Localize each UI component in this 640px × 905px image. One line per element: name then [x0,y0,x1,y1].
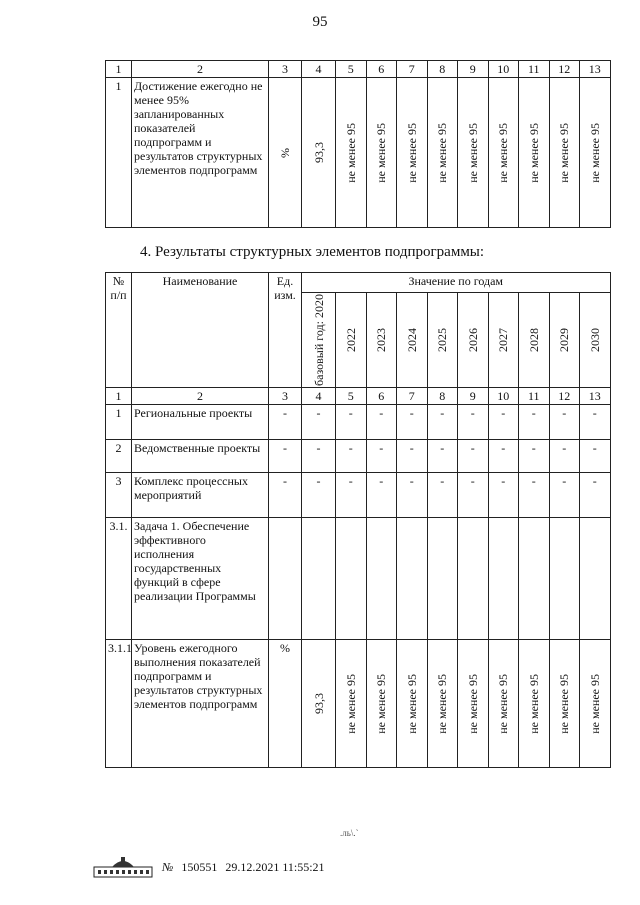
row-cell [427,517,458,639]
column-number: 10 [488,61,519,78]
registration-stamp [92,855,325,879]
year-header [580,293,611,388]
header-unit: Ед. изм. [269,273,302,388]
row-num: 3.1.1 [106,639,132,767]
row-value-text: не менее 95 [435,122,450,183]
year-header [336,293,367,388]
row-value-text: не менее 95 [404,122,419,183]
row-cell: - [549,404,580,439]
row-cell [488,517,519,639]
row-cell: - [519,439,550,472]
row-value [519,78,550,228]
header-row [106,273,611,293]
column-number: 3 [269,61,302,78]
row-cell [397,517,428,639]
row-cell [519,517,550,639]
row-name: Ведомственные проекты [132,439,269,472]
row-cell: - [366,404,397,439]
row-cell: - [302,439,336,472]
doc-number: 150551 [181,859,218,874]
row-name: Комплекс процессных мероприятий [132,472,269,517]
row-value [488,78,519,228]
table-row [106,78,611,228]
column-number-row [106,61,611,78]
year-header-text: 2030 [587,327,602,352]
table-row [106,472,611,517]
row-value [549,78,580,228]
row-cell: - [427,404,458,439]
column-number: 7 [397,61,428,78]
column-number: 12 [549,61,580,78]
year-header-text: 2024 [404,327,419,352]
column-number: 11 [519,61,550,78]
row-cell-text: не менее 95 [557,673,572,734]
column-number: 1 [106,61,132,78]
year-header [488,293,519,388]
row-cell [269,517,302,639]
year-header [366,293,397,388]
row-cell-text: не менее 95 [374,673,389,734]
row-value-text: не менее 95 [557,122,572,183]
row-cell: - [397,404,428,439]
column-number-row [106,387,611,404]
year-header-text: 2026 [465,327,480,352]
row-cell [336,639,367,767]
row-cell: - [549,439,580,472]
row-value-text: не менее 95 [343,122,358,183]
column-number: 5 [336,387,367,404]
row-cell: - [488,439,519,472]
column-number: 3 [269,387,302,404]
section-title: 4. Результаты структурных элементов подпрограммы: [140,244,485,260]
column-number: 9 [458,61,489,78]
row-cell: - [336,404,367,439]
row-value [427,78,458,228]
row-cell-text: не менее 95 [526,673,541,734]
column-number: 8 [427,387,458,404]
year-header [397,293,428,388]
row-value [366,78,397,228]
row-cell [427,639,458,767]
row-cell: - [458,404,489,439]
row-base-text: 93,3 [311,142,326,163]
row-cell: - [302,472,336,517]
row-num: 3.1. [106,517,132,639]
page-number: 95 [312,14,328,30]
row-name: Региональные проекты [132,404,269,439]
row-cell: - [336,472,367,517]
column-number: 11 [519,387,550,404]
number-sign: № [162,859,174,874]
row-cell: - [580,404,611,439]
row-cell: - [458,472,489,517]
row-value [580,78,611,228]
column-number: 8 [427,61,458,78]
row-unit-text: % [278,147,292,158]
year-header-text: 2029 [557,327,572,352]
row-value-text: не менее 95 [526,122,541,183]
results-table [105,272,611,768]
row-value [397,78,428,228]
doc-datetime: 29.12.2021 11:55:21 [225,859,325,874]
row-cell [580,517,611,639]
row-cell: - [458,439,489,472]
year-header [458,293,489,388]
column-number: 9 [458,387,489,404]
row-cell [580,639,611,767]
row-cell: - [336,439,367,472]
row-cell: - [366,439,397,472]
row-cell-text: не менее 95 [465,673,480,734]
row-cell [302,517,336,639]
header-num: № п/п [106,273,132,388]
header-name: Наименование [132,273,269,388]
column-number: 6 [366,387,397,404]
row-cell-text: 93,3 [311,692,326,714]
table-row [106,517,611,639]
row-cell-text: не менее 95 [496,673,511,734]
row-num: 2 [106,439,132,472]
year-header-text: 2022 [343,327,358,352]
year-header-text: 2028 [526,327,541,352]
row-cell: - [580,472,611,517]
year-header [549,293,580,388]
row-cell [549,639,580,767]
row-cell [336,517,367,639]
row-cell: - [427,439,458,472]
row-num: 1 [106,78,132,228]
indicator-table [105,60,611,228]
row-cell: - [519,404,550,439]
year-header-text: базовый год: 2020 [311,294,326,386]
row-cell [458,517,489,639]
column-number: 7 [397,387,428,404]
column-number: 4 [302,387,336,404]
scan-mark: .ль\.` [340,828,359,838]
row-name: Задача 1. Обеспечение эффективного исполнения государственных функций в сфере реализации Программы [132,517,269,639]
row-value [336,78,367,228]
row-cell-text: не менее 95 [587,673,602,734]
row-cell: - [397,472,428,517]
column-number: 13 [580,61,611,78]
year-header [519,293,550,388]
year-header-text: 2023 [374,327,389,352]
row-cell: - [488,404,519,439]
row-cell: - [366,472,397,517]
column-number: 2 [132,61,269,78]
column-number: 2 [132,387,269,404]
year-header-text: 2027 [496,327,511,352]
row-cell: % [269,639,302,767]
row-cell [397,639,428,767]
row-cell-text: не менее 95 [343,673,358,734]
row-cell [458,639,489,767]
row-cell [366,639,397,767]
column-number: 4 [302,61,336,78]
column-number: 12 [549,387,580,404]
column-number: 6 [366,61,397,78]
row-cell [549,517,580,639]
building-logo-icon [92,855,154,879]
row-cell: - [269,472,302,517]
year-header-text: 2025 [435,327,450,352]
column-number: 1 [106,387,132,404]
row-cell: - [519,472,550,517]
row-cell [519,639,550,767]
row-cell: - [269,439,302,472]
row-num: 1 [106,404,132,439]
row-value-text: не менее 95 [496,122,511,183]
table-row [106,639,611,767]
row-cell: - [397,439,428,472]
table-row [106,439,611,472]
row-unit [269,78,302,228]
row-value [458,78,489,228]
row-value-text: не менее 95 [374,122,389,183]
row-value-text: не менее 95 [587,122,602,183]
year-header [427,293,458,388]
row-cell [488,639,519,767]
table-row [106,404,611,439]
row-cell: - [580,439,611,472]
row-value-text: не менее 95 [465,122,480,183]
row-base [302,78,336,228]
year-header [302,293,336,388]
row-cell [302,639,336,767]
row-cell: - [302,404,336,439]
row-name: Уровень ежегодного выполнения показателей подпрограмм и результатов структурных элементов подпрограмм [132,639,269,767]
row-name: Достижение ежегодно не менее 95% запланированных показателей подпрограмм и результатов структурных элементов подпрограмм [132,78,269,228]
row-cell [366,517,397,639]
column-number: 13 [580,387,611,404]
column-number: 5 [336,61,367,78]
row-cell-text: не менее 95 [404,673,419,734]
column-number: 10 [488,387,519,404]
row-num: 3 [106,472,132,517]
row-cell: - [269,404,302,439]
row-cell: - [549,472,580,517]
header-values: Значение по годам [302,273,611,293]
row-cell: - [488,472,519,517]
row-cell: - [427,472,458,517]
row-cell-text: не менее 95 [435,673,450,734]
